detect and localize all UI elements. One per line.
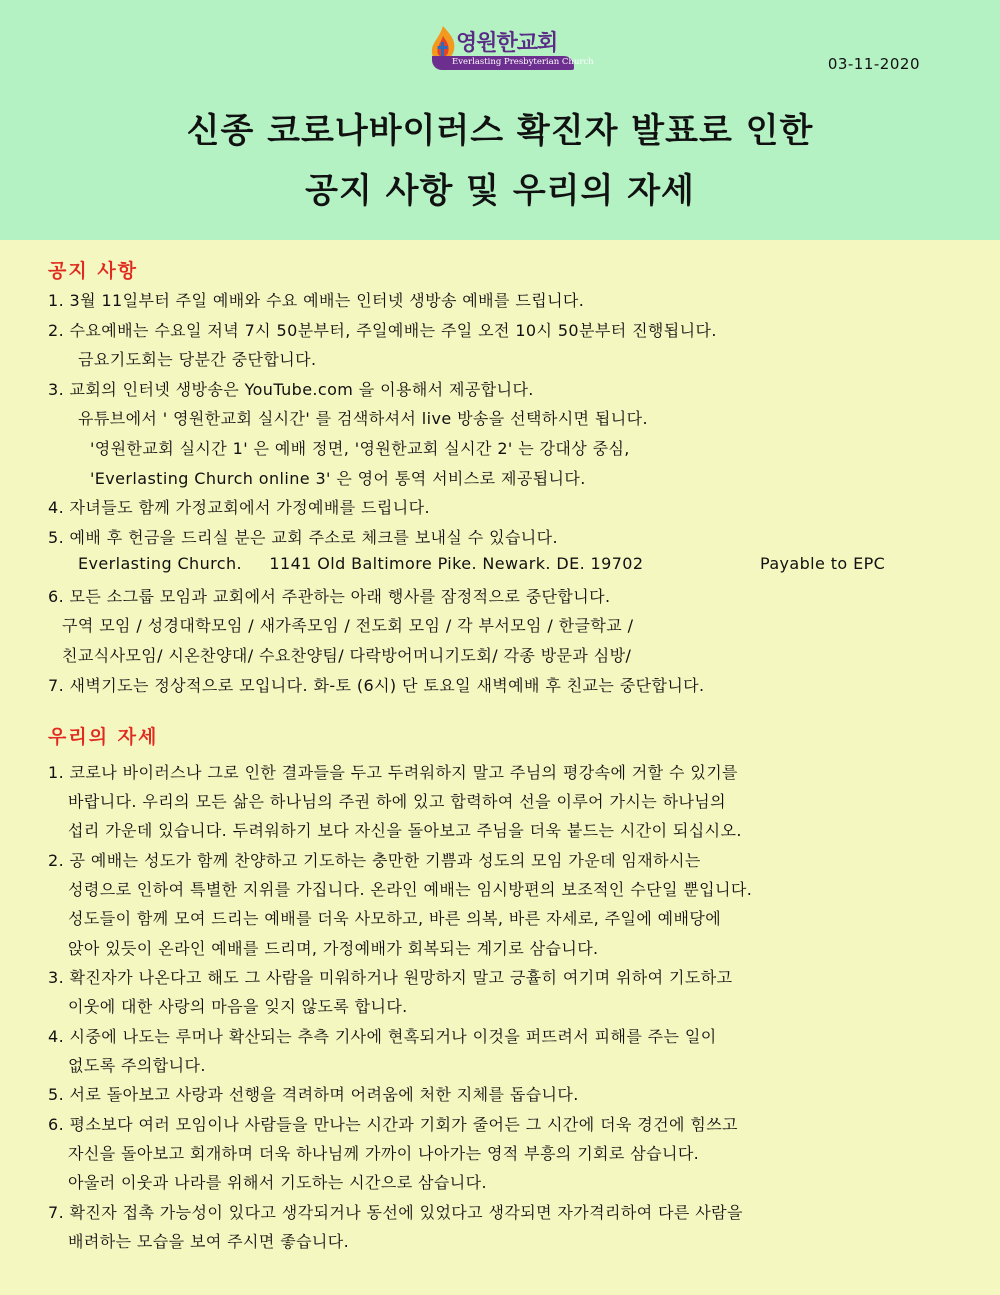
attitude-line: 자신을 돌아보고 회개하며 더욱 하나님께 가까이 나아가는 영적 부흥의 기회로 삼습니다. [68,1144,700,1163]
attitude-line: 바랍니다. 우리의 모든 삶은 하나님의 주권 하에 있고 합력하여 선을 이루어 가시는 하나님의 [68,792,726,811]
attitude-line: 4. 시중에 나도는 루머나 확산되는 추측 기사에 현혹되거나 이것을 퍼뜨려서 피해를 주는 일이 [48,1027,717,1046]
attitude-line: 5. 서로 돌아보고 사랑과 선행을 격려하며 어려움에 처한 지체를 돕습니다. [48,1085,579,1104]
notice-line: 1. 3월 11일부터 주일 예배와 수요 예배는 인터넷 생방송 예배를 드립니다. [48,291,585,310]
attitude-line: 아울러 이웃과 나라를 위해서 기도하는 시간으로 삼습니다. [68,1173,487,1192]
notice-line: 5. 예배 후 헌금을 드리실 분은 교회 주소로 체크를 보내실 수 있습니다. [48,528,559,547]
notice-line: 'Everlasting Church online 3' 은 영어 통역 서비스로 제공됩니다. [90,469,586,488]
church-logo [428,20,594,76]
church-address: Everlasting Church. 1141 Old Baltimore Pike. Newark. DE. 19702 [78,554,644,573]
notice-line: 금요기도회는 당분간 중단합니다. [78,350,317,369]
attitude-line: 이웃에 대한 사랑의 마음을 잊지 않도록 합니다. [68,997,408,1016]
notice-line: 친교식사모임/ 시온찬양대/ 수요찬양팀/ 다락방어머니기도회/ 각종 방문과 심방/ [62,646,632,665]
header-banner [0,0,1000,240]
notice-line: '영원한교회 실시간 1' 은 예배 정면, '영원한교회 실시간 2' 는 강대상 중심, [90,439,630,458]
notice-line: 3. 교회의 인터넷 생방송은 YouTube.com 을 이용해서 제공합니다. [48,380,534,399]
attitude-line: 섭리 가운데 있습니다. 두려워하기 보다 자신을 돌아보고 주님을 더욱 붙드는 시간이 되십시오. [68,821,742,840]
attitude-line: 배려하는 모습을 보여 주시면 좋습니다. [68,1232,350,1251]
attitude-line: 성령으로 인하여 특별한 지위를 가집니다. 온라인 예배는 임시방편의 보조적인 수단일 뿐입니다. [68,880,753,899]
page-title-line2: 공지 사항 및 우리의 자세 [305,171,695,211]
attitude-line: 성도들이 함께 모여 드리는 예배를 더욱 사모하고, 바른 의복, 바른 자세로, 주일에 예배당에 [68,909,722,928]
attitude-line: 없도록 주의합니다. [68,1056,206,1075]
notices-heading: 공지 사항 [48,260,139,282]
notice-line: 유튜브에서 ' 영원한교회 실시간' 를 검색하셔서 live 방송을 선택하시면 됩니다. [78,409,648,428]
attitude-line: 앉아 있듯이 온라인 예배를 드리며, 가정예배가 회복되는 계기로 삼습니다. [68,939,599,958]
attitude-line: 3. 확진자가 나온다고 해도 그 사람을 미워하거나 원망하지 말고 긍휼히 여기며 위하여 기도하고 [48,968,733,987]
notice-line: 구역 모임 / 성경대학모임 / 새가족모임 / 전도회 모임 / 각 부서모임 / 한글학교 / [62,616,634,635]
payable-to: Payable to EPC [760,554,886,573]
notice-line: 6. 모든 소그룹 모임과 교회에서 주관하는 아래 행사를 잠정적으로 중단합니다. [48,587,611,606]
notice-line: 7. 새벽기도는 정상적으로 모입니다. 화-토 (6시) 단 토요일 새벽예배 후 친교는 중단합니다. [48,676,705,695]
attitude-line: 2. 공 예배는 성도가 함께 찬양하고 기도하는 충만한 기쁨과 성도의 모임 가운데 임재하시는 [48,851,701,870]
notice-line: 2. 수요예배는 수요일 저녁 7시 50분부터, 주일예배는 주일 오전 10시 50분부터 진행됩니다. [48,321,717,340]
attitude-line: 1. 코로나 바이러스나 그로 인한 결과들을 두고 두려워하지 말고 주님의 평강속에 거할 수 있기를 [48,763,738,782]
notice-line: 4. 자녀들도 함께 가정교회에서 가정예배를 드립니다. [48,498,430,517]
attitude-line: 7. 확진자 접촉 가능성이 있다고 생각되거나 동선에 있었다고 생각되면 자가격리하여 다른 사람을 [48,1203,743,1222]
attitude-heading: 우리의 자세 [48,726,159,748]
attitude-line: 6. 평소보다 여러 모임이나 사람들을 만나는 시간과 기회가 줄어든 그 시간에 더욱 경건에 힘쓰고 [48,1115,738,1134]
logo-name: 영원한교회 [456,30,558,56]
page-title-line1: 신종 코로나바이러스 확진자 발표로 인한 [186,111,814,151]
notice-date: 03-11-2020 [827,55,920,73]
logo-subtitle: Everlasting Presbyterian Church [452,57,594,67]
